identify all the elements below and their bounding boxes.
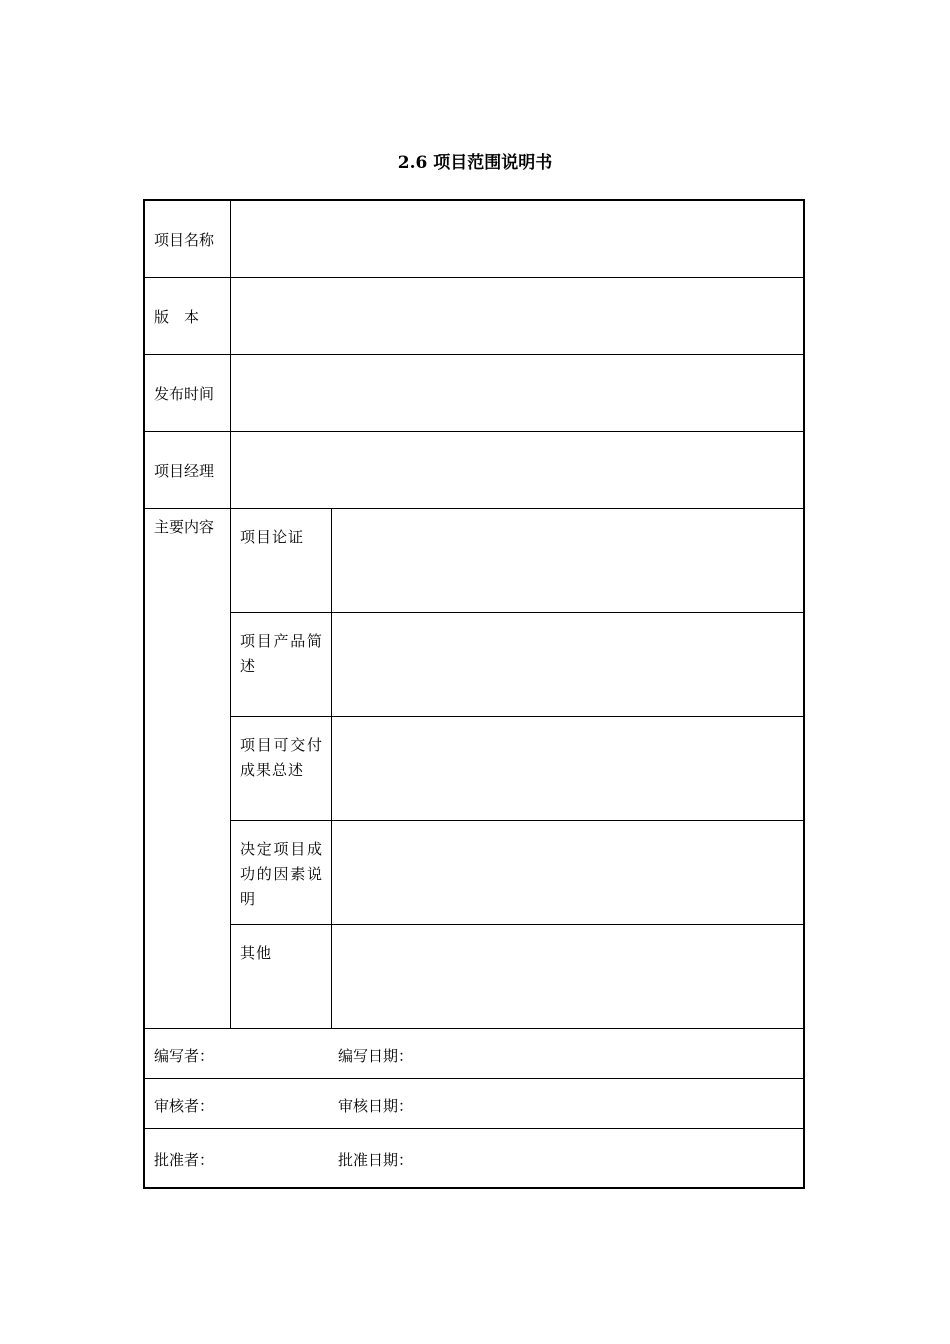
- write-date-label: 编写日期：: [338, 1047, 414, 1065]
- reviewer-label: 审核者：: [154, 1097, 215, 1115]
- release-time-label: 发布时间: [145, 355, 231, 431]
- main-item-label: 项目可交付成果总述: [231, 717, 332, 820]
- version-field[interactable]: [231, 278, 803, 354]
- row-project-name: [145, 201, 803, 278]
- project-manager-label: 项目经理: [145, 432, 231, 508]
- row-main-content: [145, 509, 803, 1029]
- page-title: 2.6 项目范围说明书: [397, 153, 553, 173]
- main-item-label: 决定项目成功的因素说明: [231, 821, 332, 924]
- row-release-time: [145, 355, 803, 432]
- product-description-field[interactable]: [332, 613, 803, 716]
- row-reviewer: [145, 1079, 803, 1129]
- main-item-row: [231, 717, 803, 821]
- main-item-row: [231, 613, 803, 717]
- main-item-label: 项目产品简述: [231, 613, 332, 716]
- row-writer: [145, 1029, 803, 1079]
- approver-label: 批准者：: [154, 1151, 215, 1169]
- main-item-row: [231, 821, 803, 925]
- release-time-field[interactable]: [231, 355, 803, 431]
- approve-date-label: 批准日期：: [338, 1151, 414, 1169]
- success-factors-field[interactable]: [332, 821, 803, 924]
- row-project-manager: [145, 432, 803, 509]
- version-label: 版 本: [145, 278, 231, 354]
- main-item-label: 项目论证: [231, 509, 332, 612]
- main-item-label: 其他: [231, 925, 332, 1028]
- scope-statement-form: [143, 199, 805, 1189]
- row-approver: [145, 1129, 803, 1187]
- writer-label: 编写者：: [154, 1047, 215, 1065]
- main-item-row: [231, 925, 803, 1028]
- deliverables-field[interactable]: [332, 717, 803, 820]
- main-item-row: [231, 509, 803, 613]
- project-manager-field[interactable]: [231, 432, 803, 508]
- project-name-label: 项目名称: [145, 201, 231, 277]
- row-version: [145, 278, 803, 355]
- project-name-field[interactable]: [231, 201, 803, 277]
- main-content-label: 主要内容: [145, 509, 231, 1028]
- other-field[interactable]: [332, 925, 803, 1028]
- project-justification-field[interactable]: [332, 509, 803, 612]
- review-date-label: 审核日期：: [338, 1097, 414, 1115]
